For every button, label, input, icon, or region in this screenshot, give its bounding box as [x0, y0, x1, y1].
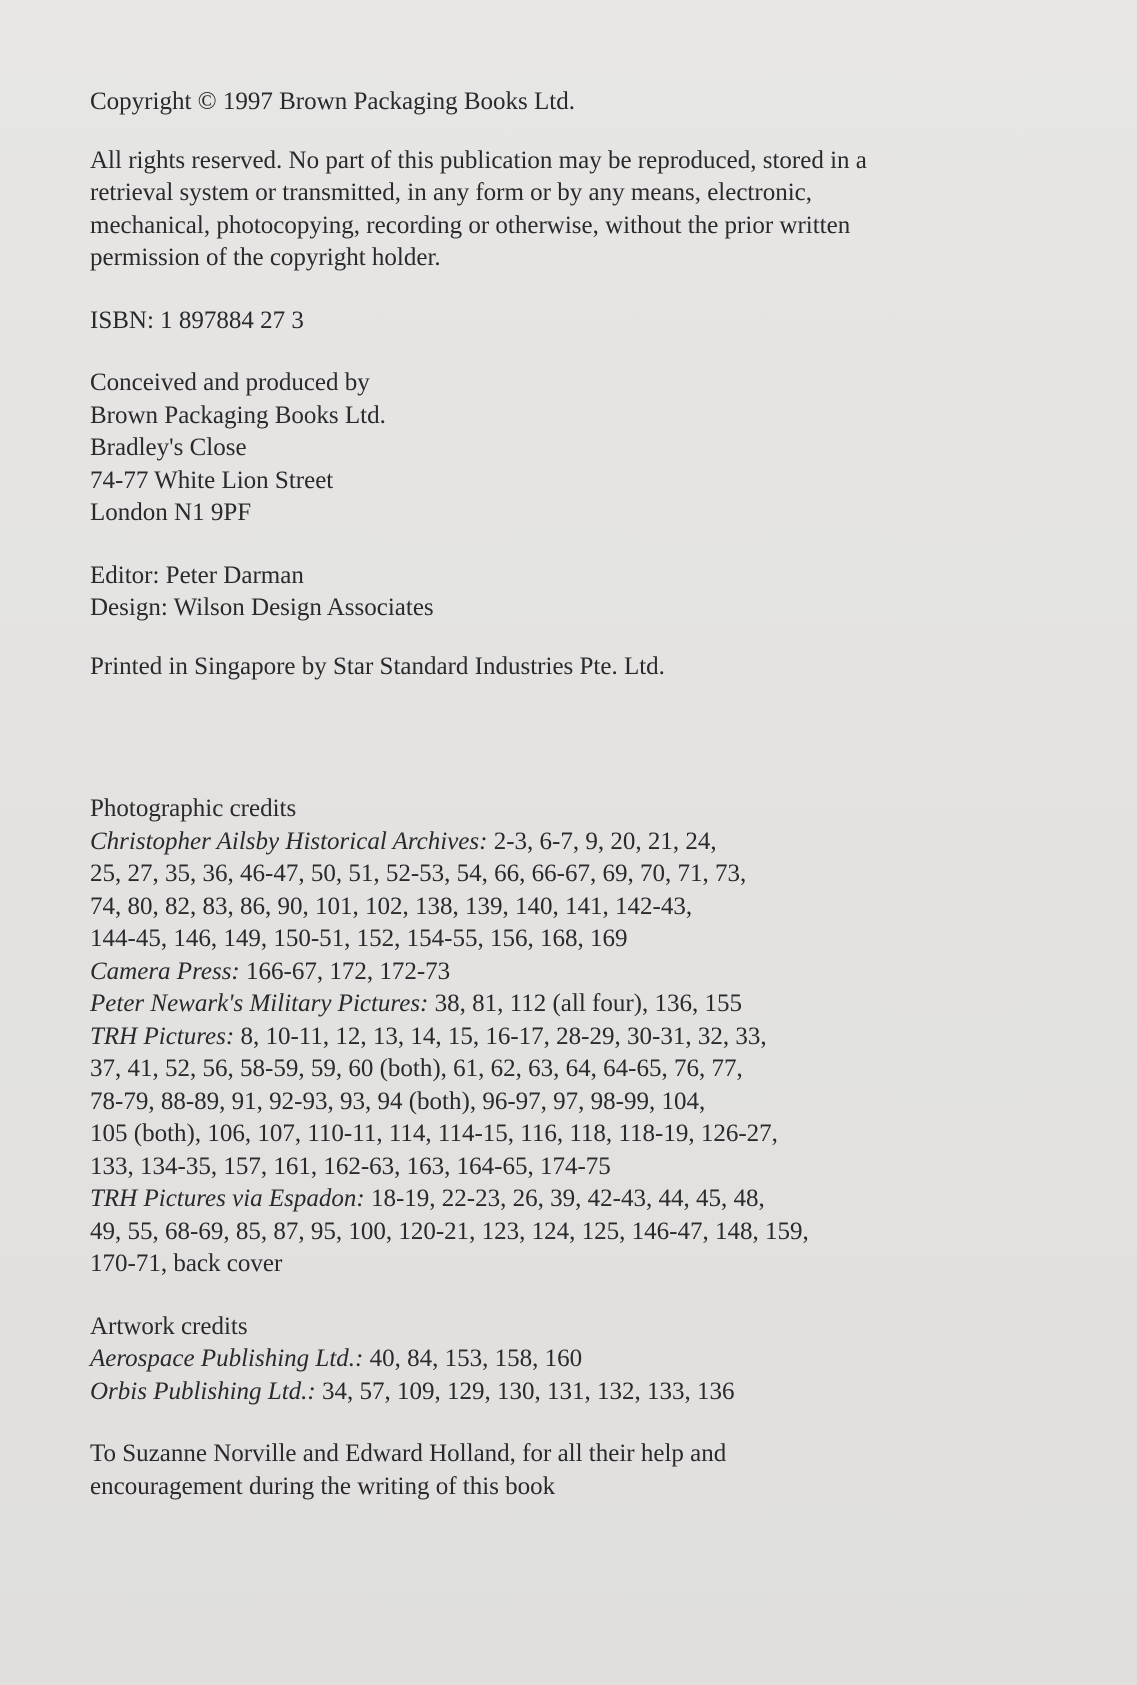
- credit-pages: 34, 57, 109, 129, 130, 131, 132, 133, 136: [315, 1377, 735, 1405]
- copyright-line: Copyright © 1997 Brown Packaging Books Ltd.: [90, 88, 575, 115]
- printer-credit: [90, 651, 1020, 684]
- credit-pages: 25, 27, 35, 36, 46-47, 50, 51, 52-53, 54, 66, 66-67, 69, 70, 71, 73,: [90, 860, 747, 887]
- credit-pages: 8, 10-11, 12, 13, 14, 15, 16-17, 28-29, 30-31, 32, 33,: [234, 1022, 767, 1050]
- credit-line: [90, 858, 1020, 891]
- credit-source: Orbis Publishing Ltd.:: [90, 1377, 316, 1405]
- rights-line: retrieval system or transmitted, in any form or by any means, electronic,: [90, 179, 812, 206]
- credit-pages: 37, 41, 52, 56, 58-59, 59, 60 (both), 61, 62, 63, 64, 64-65, 76, 77,: [90, 1055, 743, 1082]
- producer-line: Conceived and produced by: [90, 369, 370, 396]
- credit-source: TRH Pictures via Espadon:: [90, 1185, 365, 1212]
- credit-line: [90, 1216, 1020, 1249]
- credit-pages: 40, 84, 153, 158, 160: [363, 1345, 583, 1372]
- rights-line: All rights reserved. No part of this publication may be reproduced, stored in a: [90, 146, 867, 174]
- credit-line: [90, 1053, 1020, 1086]
- credit-line: [90, 1343, 1020, 1376]
- dedication: [90, 1438, 1020, 1503]
- credit-pages: 74, 80, 82, 83, 86, 90, 101, 102, 138, 139, 140, 141, 142-43,: [90, 892, 693, 920]
- rights-statement: [90, 145, 1020, 275]
- isbn-line: ISBN: 1 897884 27 3: [90, 306, 304, 334]
- photographic-credits-heading: Photographic credits: [90, 795, 297, 822]
- isbn: [90, 305, 1020, 338]
- editor-credit: Editor: Peter Darman: [90, 561, 304, 589]
- credit-source: TRH Pictures:: [90, 1022, 235, 1050]
- credit-line: [90, 1183, 1020, 1216]
- photographic-credits: [90, 793, 1020, 1281]
- credit-line: [90, 826, 1020, 859]
- credit-pages: 166-67, 172, 172-73: [239, 957, 451, 985]
- credit-line: [90, 1118, 1020, 1151]
- credit-pages: 49, 55, 68-69, 85, 87, 95, 100, 120-21, 123, 124, 125, 146-47, 148, 159,: [90, 1217, 809, 1245]
- credit-source: Camera Press:: [90, 957, 240, 985]
- credit-line: [90, 1248, 1020, 1281]
- design-credit: Design: Wilson Design Associates: [90, 594, 434, 621]
- credit-pages: 170-71, back cover: [90, 1250, 283, 1277]
- printer-line: Printed in Singapore by Star Standard Industries Pte. Ltd.: [90, 652, 665, 680]
- credit-pages: 144-45, 146, 149, 150-51, 152, 154-55, 156, 168, 169: [90, 925, 628, 952]
- artwork-credits: [90, 1311, 1020, 1409]
- credit-line: [90, 1376, 1020, 1409]
- credit-pages: 38, 81, 112 (all four), 136, 155: [428, 990, 743, 1017]
- credit-pages: 133, 134-35, 157, 161, 162-63, 163, 164-65, 174-75: [90, 1152, 611, 1180]
- dedication-line: To Suzanne Norville and Edward Holland, for all their help and: [90, 1440, 727, 1467]
- artwork-credits-heading: Artwork credits: [90, 1312, 248, 1340]
- credit-source: Christopher Ailsby Historical Archives:: [90, 827, 488, 855]
- page-content: [90, 86, 1020, 1503]
- credit-line: [90, 1086, 1020, 1119]
- credit-pages: 2-3, 6-7, 9, 20, 21, 24,: [487, 827, 717, 855]
- producer-line: Brown Packaging Books Ltd.: [90, 401, 386, 429]
- producer-address: [90, 367, 1020, 530]
- producer-line: 74-77 White Lion Street: [90, 466, 334, 494]
- producer-line: Bradley's Close: [90, 434, 247, 461]
- credit-line: [90, 923, 1020, 956]
- credit-pages: 18-19, 22-23, 26, 39, 42-43, 44, 45, 48,: [364, 1185, 765, 1212]
- rights-line: permission of the copyright holder.: [90, 244, 441, 271]
- credit-source: Peter Newark's Military Pictures:: [90, 990, 429, 1017]
- staff-credits: [90, 560, 1020, 625]
- credit-line: [90, 988, 1020, 1021]
- credit-line: [90, 1151, 1020, 1184]
- credit-pages: 78-79, 88-89, 91, 92-93, 93, 94 (both), 96-97, 97, 98-99, 104,: [90, 1087, 706, 1115]
- producer-line: London N1 9PF: [90, 499, 252, 526]
- copyright-notice: [90, 86, 1020, 119]
- dedication-line: encouragement during the writing of this book: [90, 1472, 556, 1500]
- photographic-credits-list: [90, 826, 1020, 1281]
- artwork-credits-list: [90, 1343, 1020, 1408]
- credit-source: Aerospace Publishing Ltd.:: [90, 1345, 364, 1372]
- credit-pages: 105 (both), 106, 107, 110-11, 114, 114-15, 116, 118, 118-19, 126-27,: [90, 1120, 778, 1147]
- credit-line: [90, 956, 1020, 989]
- credit-line: [90, 891, 1020, 924]
- rights-line: mechanical, photocopying, recording or otherwise, without the prior written: [90, 211, 851, 239]
- credit-line: [90, 1021, 1020, 1054]
